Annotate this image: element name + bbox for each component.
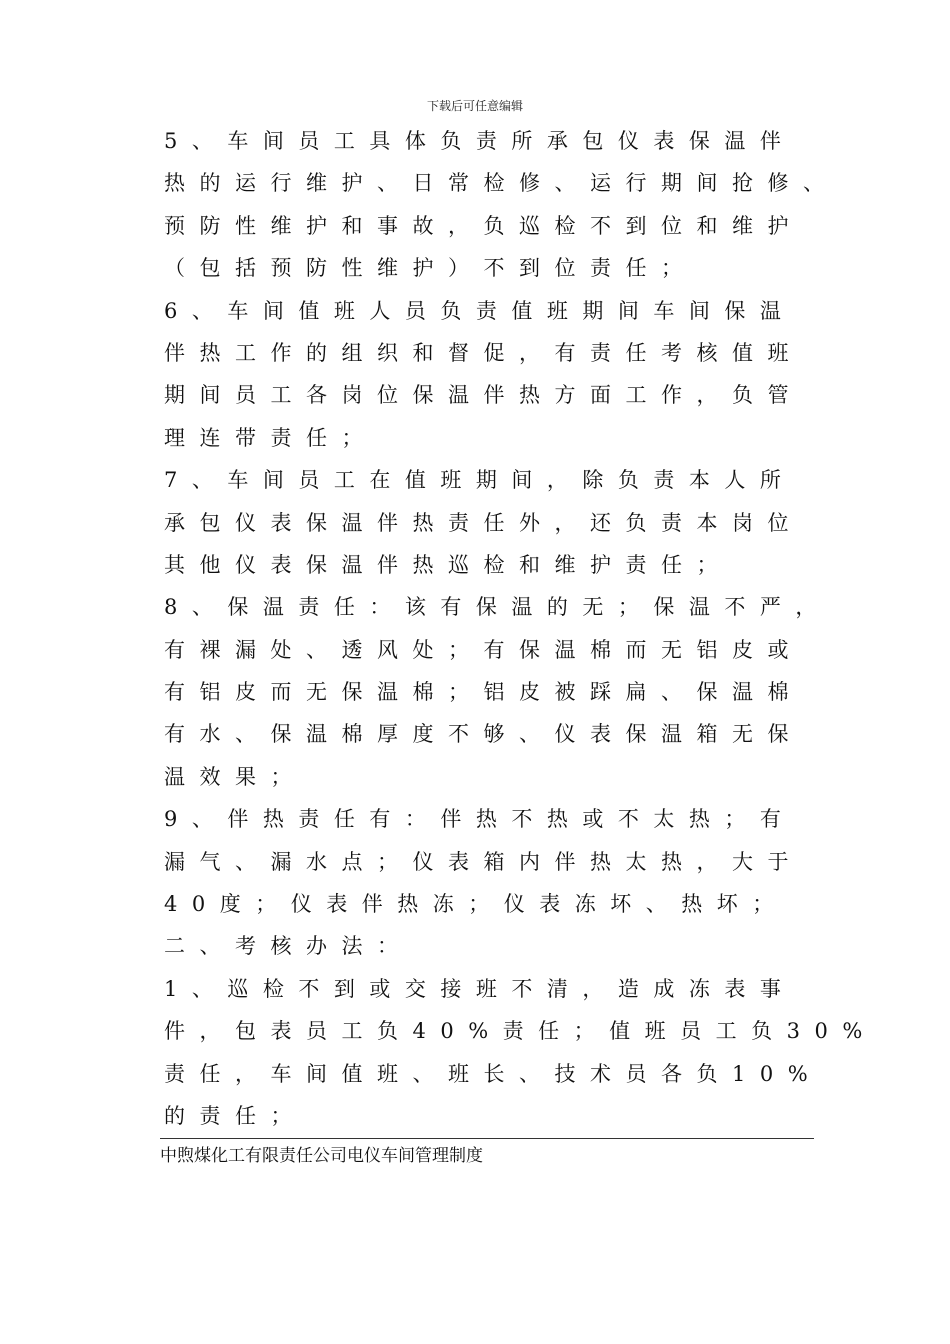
page-header: 下载后可任意编辑: [426, 99, 523, 113]
text-line: 伴热工作的组织和督促，有责任考核值班: [164, 340, 803, 365]
text-line: 40度；仪表伴热冻；仪表冻坏、热坏；: [164, 892, 788, 917]
text-line: 承包仪表保温伴热责任外，还负责本岗位: [164, 510, 803, 535]
text-line: 6、车间值班人员负责值班期间车间保温: [164, 298, 796, 323]
text-line: 1、巡检不到或交接班不清，造成冻表事: [164, 976, 796, 1001]
text-line: 的责任；: [164, 1103, 306, 1128]
text-line: 二、考核办法：: [164, 934, 413, 959]
text-line: 有水、保温棉厚度不够、仪表保温箱无保: [164, 722, 803, 747]
text-line: 有铝皮而无保温棉；铝皮被踩扁、保温棉: [164, 680, 803, 705]
text-line: 温效果；: [164, 764, 306, 789]
text-line: 热的运行维护、日常检修、运行期间抢修、: [164, 171, 839, 196]
text-line: 9、伴热责任有：伴热不热或不太热；有: [164, 807, 796, 832]
page-footer: 中煦煤化工有限责任公司电仪车间管理制度: [160, 1146, 483, 1166]
body-text: [164, 120, 877, 1137]
text-line: 8、保温责任：该有保温的无；保温不严，: [164, 595, 831, 620]
text-line: 理连带责任；: [164, 425, 377, 450]
text-line: 7、车间员工在值班期间，除负责本人所: [164, 468, 796, 493]
text-line: 责任，车间值班、班长、技术员各负10%: [164, 1061, 823, 1086]
footer-divider: [160, 1138, 814, 1139]
text-line: （包括预防性维护）不到位责任；: [164, 256, 697, 281]
text-line: 件，包表员工负40%责任；值班员工负30%: [164, 1019, 877, 1044]
text-line: 期间员工各岗位保温伴热方面工作，负管: [164, 383, 803, 408]
text-line: 有裸漏处、透风处；有保温棉而无铝皮或: [164, 637, 803, 662]
text-line: 漏气、漏水点；仪表箱内伴热太热，大于: [164, 849, 803, 874]
text-line: 预防性维护和事故，负巡检不到位和维护: [164, 213, 803, 238]
text-line: 其他仪表保温伴热巡检和维护责任；: [164, 552, 732, 577]
text-line: 5、车间员工具体负责所承包仪表保温伴: [164, 129, 796, 153]
